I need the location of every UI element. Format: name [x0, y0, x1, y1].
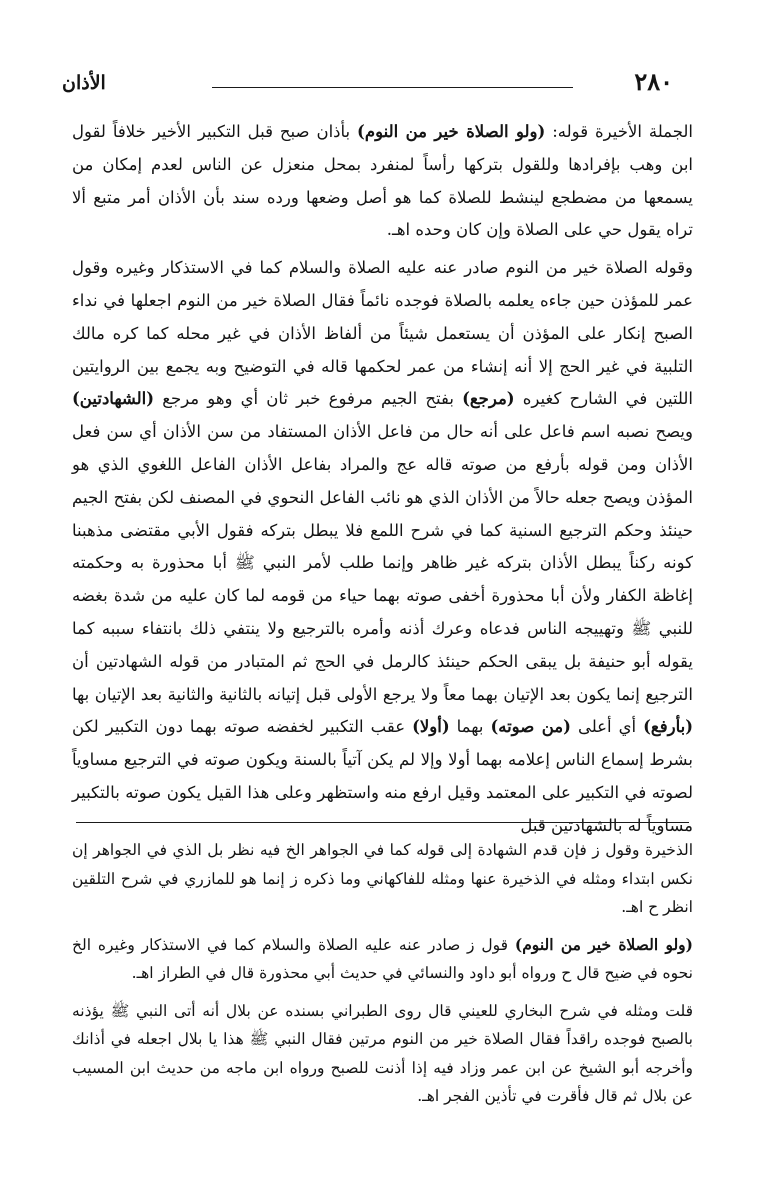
bold-phrase: (مرجع): [462, 389, 515, 409]
bold-phrase: (بأرفع): [643, 717, 693, 737]
bold-phrase: (من صوته): [490, 717, 571, 737]
footnote-paragraph: [72, 931, 693, 988]
footnote-separator: [76, 822, 689, 823]
footnotes: [72, 836, 693, 1111]
header-rule: [212, 87, 573, 88]
main-paragraph: [72, 116, 693, 247]
text-run: أي أعلى: [570, 717, 644, 737]
text-run: وقوله الصلاة خير من النوم صادر عنه عليه الصلاة والسلام كما في الاستذكار وغيره وقول عمر للمؤذن حين جاءه يعلمه بالصلاة فوجده نائماً فقال الصلاة خير من النوم اجعلها في نداء الصبح إنكار على المؤذن أن يستعمل شيئاً من ألفاظ الأذان في غير محله كما كره مالك التلبية في غير الحج إلا أنه إنشاء من عمر لحكمها قاله في التوضيح وبه يجمع بين الروايتين اللتين في الشارح كغيره: [72, 258, 693, 409]
bold-phrase: (ولو الصلاة خير من النوم): [514, 934, 693, 954]
text-run: الذخيرة وقول ز فإن قدم الشهادة إلى قوله كما في الجواهر الخ فيه نظر بل الذي في الجواهر إن نكس ابتداء ومثله في الذخيرة عنها ومثله للفاكهاني وما ذكره ز إنما هو للمازري في شرح التلقين انظر ح اهـ.: [72, 841, 693, 916]
page-number: ٢٨٠: [634, 67, 673, 96]
text-run: ويصح نصبه اسم فاعل على أنه حال من فاعل الأذان المستفاد من سن الأذان أي سن فعل الأذان ومن قوله بأرفع من صوته قاله عج والمراد بفاعل الأذان الفاعل اللغوي الذي هو المؤذن ويصح جعله حالاً من الأذان الذي هو نائب الفاعل النحوي في المصنف لكن بفتح الجيم حينئذ وحكم الترجيع السنية كما في شرح اللمع فلا يبطل بتركه فقول الأبي مقتضى مذهبنا كونه ركناً يبطل الأذان بتركه غير ظاهر وإنما طلب لأمر النبي ﷺ أبا محذورة به وحكمته إغاظة الكفار ولأن أبا محذورة أخفى صوته بهما حياء من قومه لما كان عليه من شدة بغضه للنبي ﷺ وتهييجه الناس فدعاه وعرك أذنه وأمره بالترجيع ولا ينتفي ذلك بانتفاء سببه كما يقوله أبو حنيفة بل يبقى الحكم حينئذ كالرمل في الحج ثم المتبادر من قوله الشهادتين أن الترجيع إنما يكون بعد الإتيان بهما معاً ولا يرجع الأولى قبل إتيانه بالثانية والثانية بعد الإتيان بها: [72, 422, 693, 704]
text-run: الجملة الأخيرة قوله:: [545, 122, 693, 141]
footnote-paragraph: [72, 836, 693, 922]
bold-phrase: (الشهادتين): [72, 389, 155, 409]
text-run: قول ز صادر عنه عليه الصلاة والسلام كما في الاستذكار وغيره الخ نحوه في ضيح قال ح ورواه أبو داود والنسائي في حديث أبي محذورة قال في الطراز اهـ.: [72, 935, 693, 982]
text-run: بأذان صبح قبل التكبير الأخير خلافاً لقول ابن وهب بإفرادها وللقول بتركها رأساً لمنفرد بمحل منعزل عن الناس لعدم إمكان من يسمعها من مضطجع لينشط للصلاة كما هو أصل وضعها ورده سند بأن الأذان أمر متبع ألا تراه يقول حي على الصلاة وإن كان وحده اهـ.: [72, 122, 693, 240]
bold-phrase: (ولو الصلاة خير من النوم): [357, 122, 546, 141]
main-text: [72, 116, 693, 843]
main-paragraph: [72, 252, 693, 842]
footnote-paragraph: [72, 997, 693, 1111]
running-title: الأذان: [62, 72, 106, 94]
text-run: بهما: [449, 717, 491, 737]
text-run: بفتح الجيم مرفوع خبر ثان أي وهو مرجع: [154, 389, 463, 409]
page-header: [62, 62, 673, 96]
text-run: قلت ومثله في شرح البخاري للعيني قال روى الطبراني بسنده عن بلال أنه أتى النبي ﷺ يؤذنه بالصبح فوجده راقداً فقال الصلاة خير من النوم مرتين فقال النبي ﷺ هذا يا بلال اجعله في أذانك وأخرجه أبو الشيخ عن ابن عمر وزاد فيه إذا أذنت للصبح ورواه ابن ماجه من حديث ابن المسيب عن بلال ثم قال فأقرت في تأذين الفجر اهـ.: [72, 1001, 693, 1105]
bold-phrase: (أولا): [412, 717, 450, 737]
text-run: عقب التكبير لخفضه صوته بهما دون التكبير لكن بشرط إسماع الناس إعلامه بهما أولا وإلا لم يكن آتياً بالسنة ويكون صوته في الترجيع مساوياً لصوته في التكبير على المعتمد وقيل ارفع منه واستظهر وعلى هذا القيل يكون صوته بالتكبير مساوياً له بالشهادتين قبل: [72, 717, 693, 835]
